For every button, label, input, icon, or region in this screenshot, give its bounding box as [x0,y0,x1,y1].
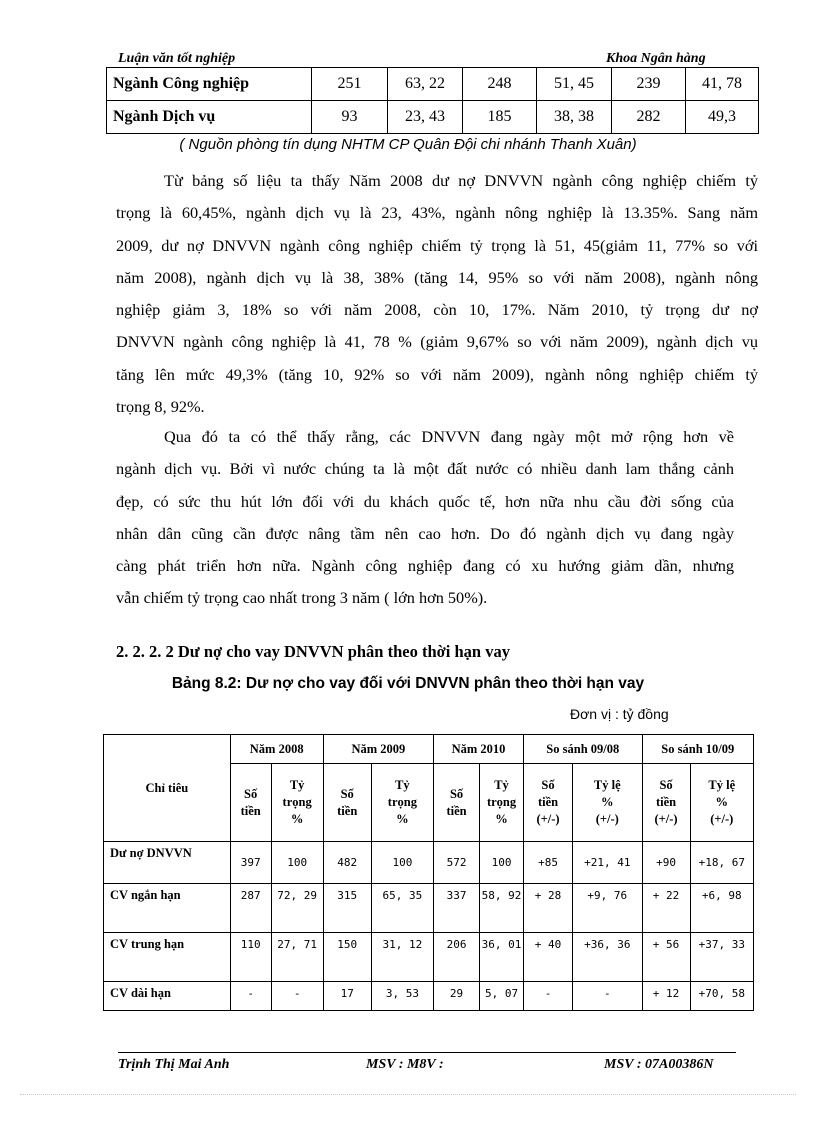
row-label: Ngành Công nghiệp [107,68,312,101]
paragraph-line: trọng là 60,45%, ngành dịch vụ là 23, 43%, ngành nông nghiệp là 13.35%. Sang năm [116,203,758,223]
table-row [104,884,754,933]
table-cell: 251 [312,68,388,101]
paragraph-line: nhân dân cũng cần được nâng tầm nên cao hơn. Do đó ngành dịch vụ đang ngày [116,523,734,543]
table-cell: 63, 22 [388,68,463,101]
table-cell: +70, 58 [690,982,753,1011]
table-row [104,982,754,1011]
subheader-amount-change: Số tiền (+/-) [642,764,690,842]
table-cell: 51, 45 [537,68,612,101]
table-cell: 110 [230,933,271,982]
table-cell: 185 [463,101,537,134]
table-cell: 36, 01 [480,933,524,982]
table-caption: Bảng 8.2: Dư nợ cho vay đối với DNVVN phân theo thời hạn vay [171,675,645,692]
table-cell: + 56 [642,933,690,982]
table-cell: 248 [463,68,537,101]
table-cell: +90 [642,842,690,884]
header-faculty-label: Khoa Ngân hàng [606,51,706,66]
footer-rule [118,1052,736,1053]
paragraph-line: nghiệp giảm 3, 18% so với năm 2008, còn 10, 17%. Năm 2010, tỷ trọng dư nợ [116,300,758,320]
page-bottom-divider [20,1094,796,1095]
table-cell: 100 [480,842,524,884]
subheader-share: Tỷ trọng % [271,764,323,842]
subheader-amount: Số tiền [230,764,271,842]
table-cell: 41, 78 [686,68,759,101]
table-row [107,101,759,134]
table-cell: 29 [434,982,480,1011]
table-cell: + 12 [642,982,690,1011]
table-cell: +85 [524,842,573,884]
page-footer [118,1057,736,1077]
paragraph-line: đẹp, có sức thu hút lớn đối với du khách quốc tế, hơn nữa nhu cầu đời sống của [116,491,734,511]
sector-table-continuation [106,67,759,134]
table-cell: 100 [371,842,433,884]
table-cell: 93 [312,101,388,134]
paragraph-line: tăng lên mức 49,3% (tăng 10, 92% so với năm 2009), ngành nông nghiệp chiếm tỷ [116,364,758,384]
table-header-row [104,735,754,764]
table-row [107,68,759,101]
subheader-amount: Số tiền [434,764,480,842]
table-cell: 17 [323,982,371,1011]
paragraph-line: năm 2008), ngành dịch vụ là 38, 38% (tăng 14, 95% so với năm 2008), ngành nông [116,267,758,287]
table-cell: 38, 38 [537,101,612,134]
table-cell: +36, 36 [573,933,643,982]
table-row [104,933,754,982]
paragraph-line: vẫn chiếm tỷ trọng cao nhất trong 3 năm ( lớn hơn 50%). [116,588,488,608]
group-header: Năm 2010 [434,735,524,764]
footer-msv-right: MSV : 07A00386N [604,1057,714,1072]
subheader-rate-change: Tỷ lệ % (+/-) [573,764,643,842]
row-label: Dư nợ DNVVN [104,842,231,884]
table-cell: 23, 43 [388,101,463,134]
table-cell: 397 [230,842,271,884]
subheader-amount: Số tiền [323,764,371,842]
paragraph-line: DNVVN ngành công nghiệp là 41, 78 % (giảm 9,67% so với năm 2009), ngành dịch vụ [116,332,758,352]
group-header: Năm 2008 [230,735,323,764]
paragraph-line: càng phát triển hơn nữa. Ngành công nghiệp đang có xu hướng giảm dần, nhưng [116,556,734,576]
table-row [104,842,754,884]
table-cell: + 28 [524,884,573,933]
row-label: Ngành Dịch vụ [107,101,312,134]
table-cell: - [524,982,573,1011]
table-cell: 5, 07 [480,982,524,1011]
table-cell: 150 [323,933,371,982]
footer-author: Trịnh Thị Mai Anh [118,1057,230,1072]
table-cell: 572 [434,842,480,884]
table-cell: 49,3 [686,101,759,134]
table-cell: 27, 71 [271,933,323,982]
header-thesis-label: Luận văn tốt nghiệp [118,51,236,66]
table-cell: 72, 29 [271,884,323,933]
table-cell: 65, 35 [371,884,433,933]
table-cell: + 40 [524,933,573,982]
row-label: CV ngắn hạn [104,884,231,933]
subheader-share: Tỷ trọng % [480,764,524,842]
table-cell: + 22 [642,884,690,933]
loan-term-table [103,734,754,1011]
table-cell: +9, 76 [573,884,643,933]
paragraph-line: 2009, dư nợ DNVVN ngành công nghiệp chiếm tỷ trọng là 51, 45(giảm 11, 77% so với [116,235,758,255]
table-cell: 282 [612,101,686,134]
table-cell: 239 [612,68,686,101]
table-cell: 31, 12 [371,933,433,982]
table-cell: +37, 33 [690,933,753,982]
table-cell: +21, 41 [573,842,643,884]
group-header: So sánh 09/08 [524,735,643,764]
group-header: Năm 2009 [323,735,433,764]
subheader-share: Tỷ trọng % [371,764,433,842]
paragraph-line: trọng 8, 92%. [116,397,205,417]
table-cell: 287 [230,884,271,933]
table-cell: - [271,982,323,1011]
table-cell: - [230,982,271,1011]
paragraph-line: Từ bảng số liệu ta thấy Năm 2008 dư nợ DNVVN ngành công nghiệp chiếm tỷ [164,171,758,190]
section-heading: 2. 2. 2. 2 Dư nợ cho vay DNVVN phân theo thời hạn vay [116,642,510,661]
subheader-amount-change: Số tiền (+/-) [524,764,573,842]
table-cell: +18, 67 [690,842,753,884]
table-cell: - [573,982,643,1011]
unit-note: Đơn vị : tỷ đồng [570,706,669,722]
paragraph-line: ngành dịch vụ. Bởi vì nước chúng ta là một đất nước có nhiều danh lam thắng cảnh [116,459,734,479]
table-cell: 315 [323,884,371,933]
table-cell: 100 [271,842,323,884]
paragraph-conclusion [116,421,734,615]
table-cell: 206 [434,933,480,982]
row-label: CV dài hạn [104,982,231,1011]
group-header: So sánh 10/09 [642,735,753,764]
indicator-header: Chỉ tiêu [104,735,231,842]
table-cell: +6, 98 [690,884,753,933]
table-cell: 337 [434,884,480,933]
source-note: ( Nguồn phòng tín dụng NHTM CP Quân Đội chi nhánh Thanh Xuân) [179,136,637,153]
footer-msv-mid: MSV : M8V : [366,1057,444,1072]
row-label: CV trung hạn [104,933,231,982]
table-cell: 58, 92 [480,884,524,933]
paragraph-line: Qua đó ta có thể thấy rằng, các DNVVN đang ngày một mở rộng hơn về [164,427,734,446]
subheader-rate-change: Tỷ lệ % (+/-) [690,764,753,842]
table-cell: 482 [323,842,371,884]
table-cell: 3, 53 [371,982,433,1011]
paragraph-analysis [116,165,758,423]
